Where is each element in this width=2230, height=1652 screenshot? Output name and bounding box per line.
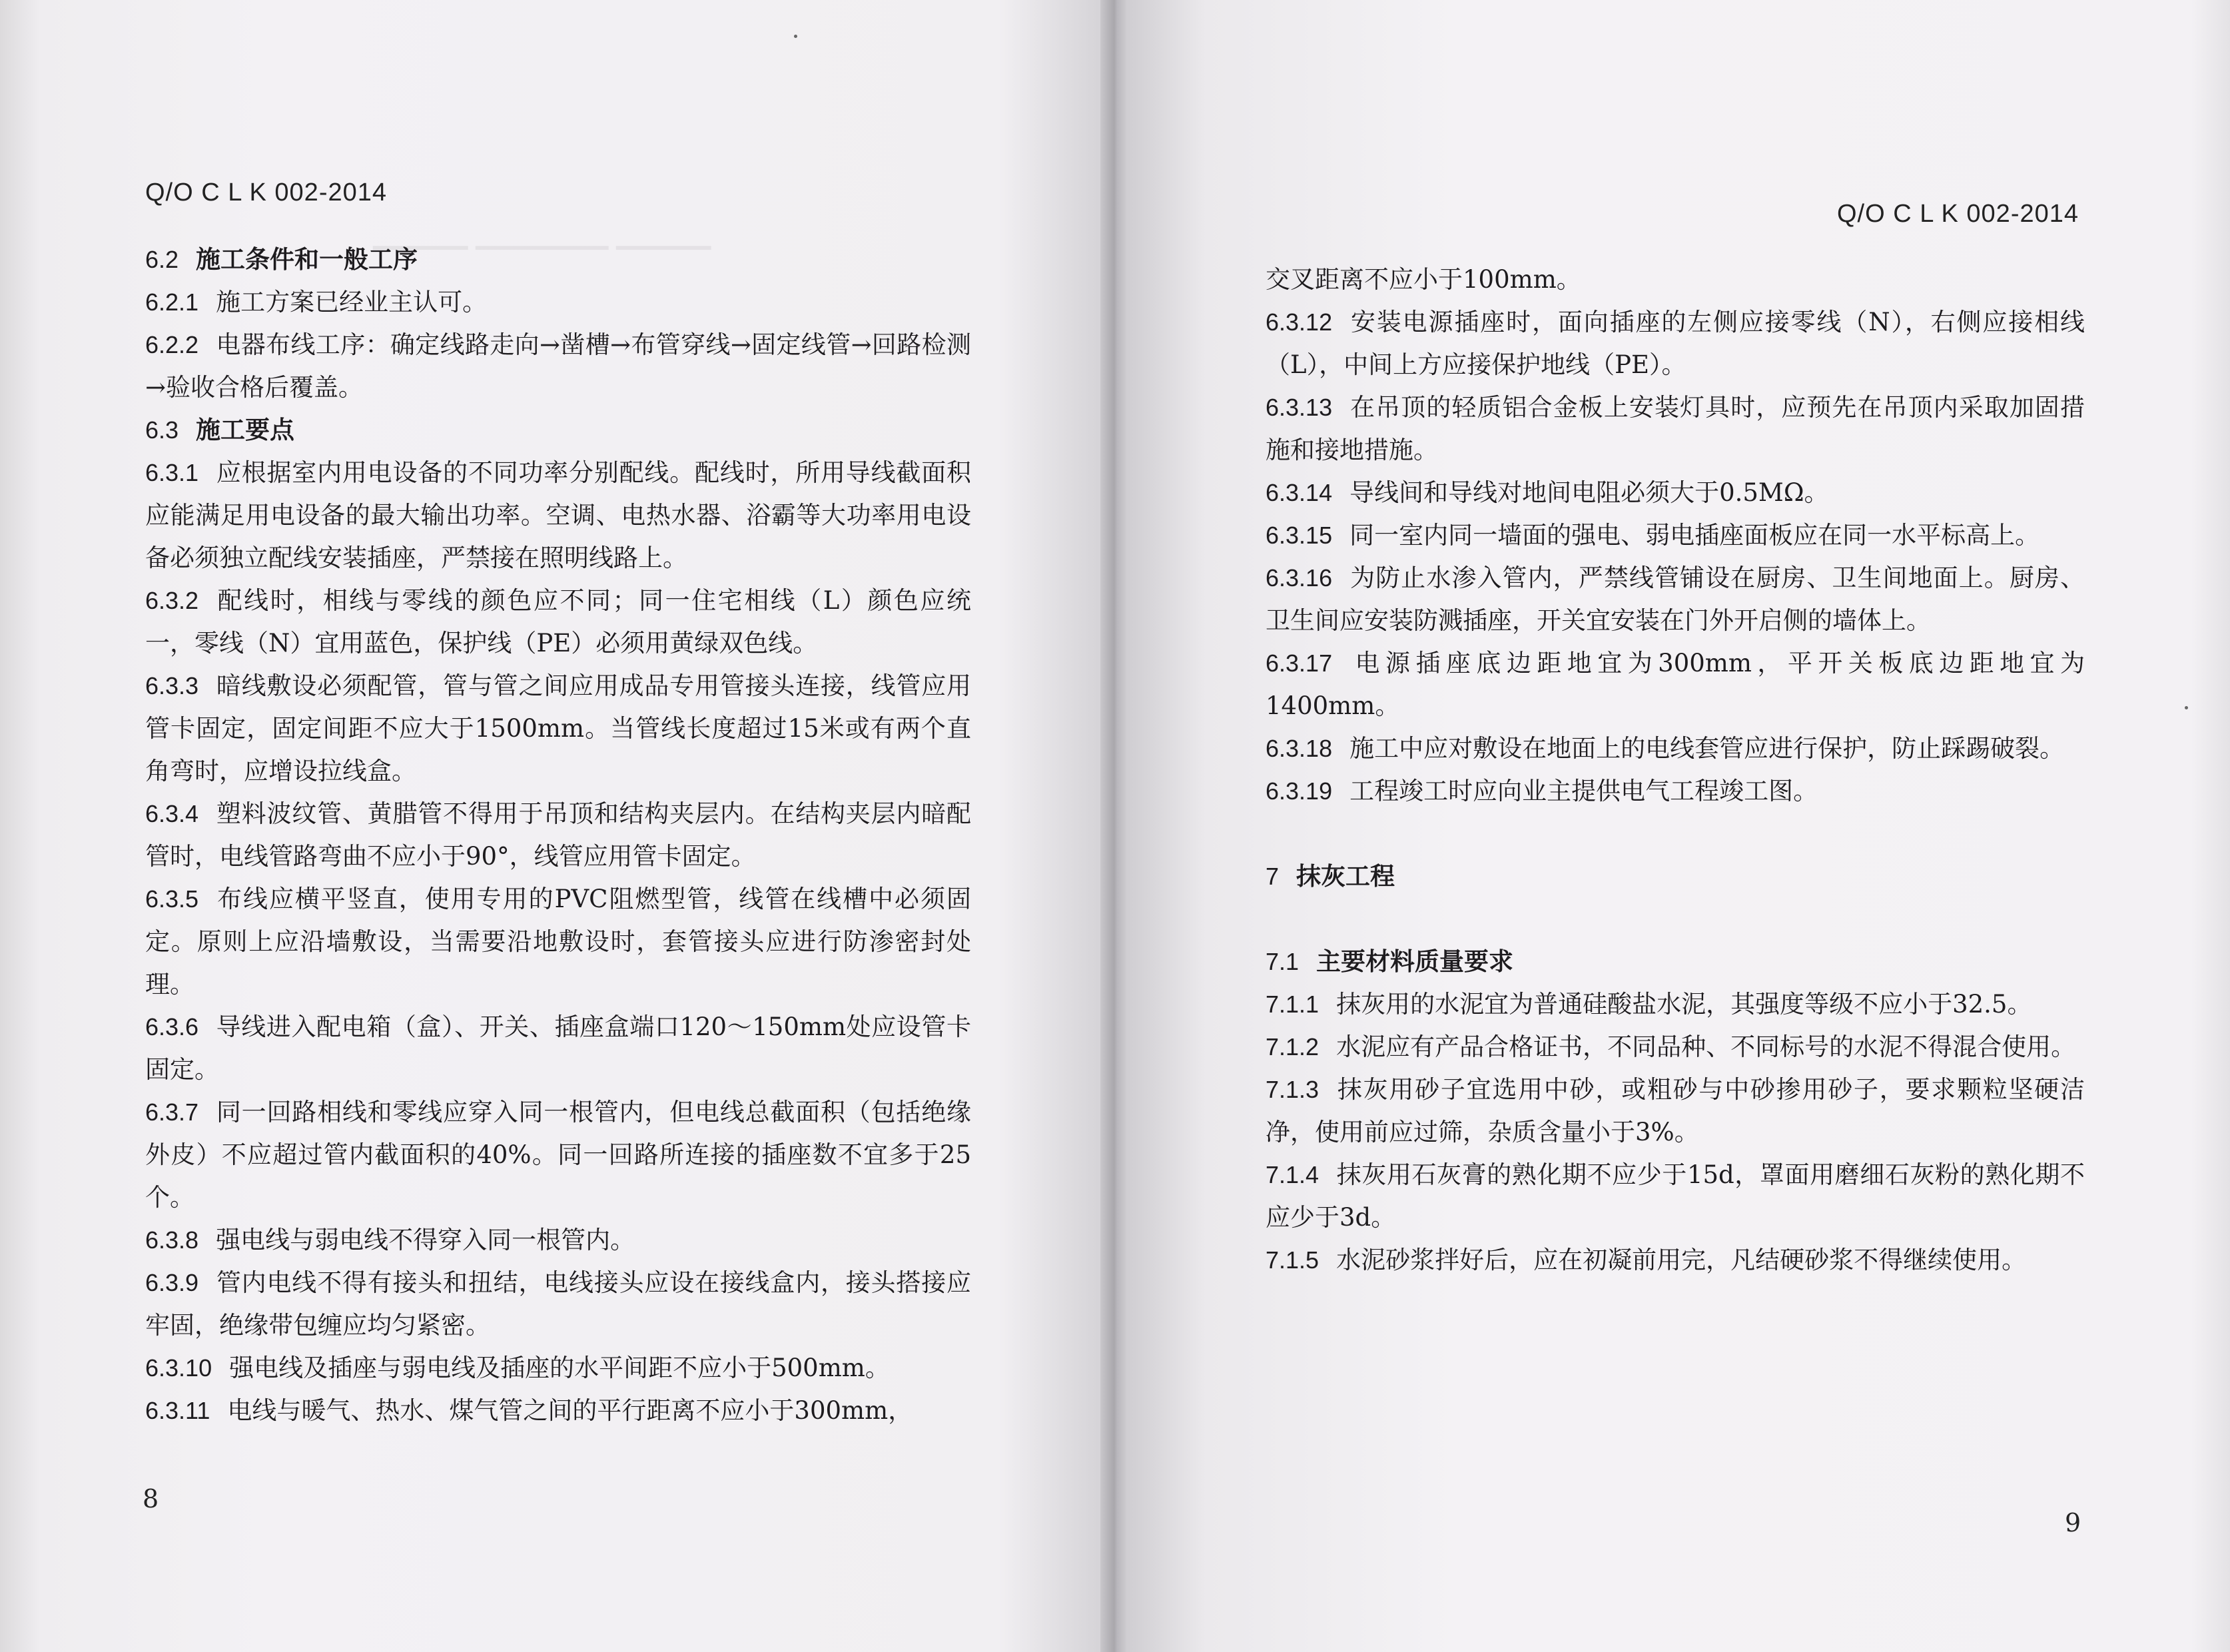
right-page-header: Q/O C L K 002-2014 <box>1837 200 2079 228</box>
clause-6-3-7: 6.3.7 同一回路相线和零线应穿入同一根管内，但电线总截面积（包括绝缘外皮）不应超过管内截面积的40%。同一回路所连接的插座数不宜多于25个。 <box>145 1098 971 1212</box>
clause-6-3-8: 6.3.8 强电线与弱电线不得穿入同一根管内。 <box>145 1226 635 1254</box>
spacer <box>1266 898 2085 941</box>
left-page-number: 8 <box>143 1484 159 1513</box>
clause-6-3-9: 6.3.9 管内电线不得有接头和扭结，电线接头应设在接线盒内，接头搭接应牢固，绝缘带包缠应均匀紧密。 <box>145 1268 971 1340</box>
clause-6-3-6: 6.3.6 导线进入配电箱（盒）、开关、插座盒端口120～150mm处应设管卡固定。 <box>145 1013 971 1084</box>
section-heading-7-1: 7.1 主要材料质量要求 <box>1266 947 1514 976</box>
clause-6-3-18: 6.3.18 施工中应对敷设在地面上的电线套管应进行保护，防止踩踢破裂。 <box>1266 734 2065 763</box>
clause-6-3-19: 6.3.19 工程竣工时应向业主提供电气工程竣工图。 <box>1266 777 1818 805</box>
clause-6-3-10: 6.3.10 强电线及插座与弱电线及插座的水平间距不应小于500mm。 <box>145 1354 890 1382</box>
right-page <box>1126 0 2230 1652</box>
clause-6-3-15: 6.3.15 同一室内同一墙面的强电、弱电插座面板应在同一水平标高上。 <box>1266 521 2040 550</box>
clause-6-3-14: 6.3.14 导线间和导线对地间电阻必须大于0.5MΩ。 <box>1266 478 1829 507</box>
clause-6-3-13: 6.3.13 在吊顶的轻质铝合金板上安装灯具时，应预先在吊顶内采取加固措施和接地措施。 <box>1266 393 2085 464</box>
clause-6-3-1: 6.3.1 应根据室内用电设备的不同功率分别配线。配线时，所用导线截面积应能满足用电设备的最大输出功率。空调、电热水器、浴霸等大功率用电设备必须独立配线安装插座，严禁接在照明线路上。 <box>145 458 971 572</box>
clause-6-3-4: 6.3.4 塑料波纹管、黄腊管不得用于吊顶和结构夹层内。在结构夹层内暗配管时，电线管路弯曲不应小于90°，线管应用管卡固定。 <box>145 799 971 871</box>
clause-6-3-11: 6.3.11 电线与暖气、热水、煤气管之间的平行距离不应小于300mm， <box>145 1396 913 1425</box>
spacer <box>1266 813 2085 855</box>
section-heading-6-2: 6.2 施工条件和一般工序 <box>145 245 418 274</box>
scan-speck <box>2185 706 2188 709</box>
clause-7-1-3: 7.1.3 抹灰用砂子宜选用中砂，或粗砂与中砂掺用砂子，要求颗粒坚硬洁净，使用前应过筛，杂质含量小于3%。 <box>1266 1075 2085 1146</box>
clause-6-3-11-continued: 交叉距离不应小于100mm。 <box>1266 265 1581 294</box>
clause-6-3-3: 6.3.3 暗线敷设必须配管，管与管之间应用成品专用管接头连接，线管应用管卡固定，固定间距不应大于1500mm。当管线长度超过15米或有两个直角弯时，应增设拉线盒。 <box>145 671 971 785</box>
left-page-body <box>145 238 971 1432</box>
clause-6-2-1: 6.2.1 施工方案已经业主认可。 <box>145 288 488 316</box>
clause-6-3-12: 6.3.12 安装电源插座时，面向插座的左侧应接零线（N），右侧应接相线（L），中间上方应接保护地线（PE）。 <box>1266 308 2085 379</box>
right-page-number: 9 <box>2065 1508 2081 1537</box>
clause-7-1-4: 7.1.4 抹灰用石灰膏的熟化期不应少于15d，罩面用磨细石灰粉的熟化期不应少于3d。 <box>1266 1160 2085 1232</box>
left-page <box>0 0 1106 1652</box>
scan-speck <box>794 35 797 38</box>
clause-6-2-2: 6.2.2 电器布线工序：确定线路走向→凿槽→布管穿线→固定线管→回路检测→验收合格后覆盖。 <box>145 330 971 402</box>
section-heading-6-3: 6.3 施工要点 <box>145 416 295 444</box>
clause-6-3-16: 6.3.16 为防止水渗入管内，严禁线管铺设在厨房、卫生间地面上。厨房、卫生间应安装防溅插座，开关宜安装在门外开启侧的墙体上。 <box>1266 564 2085 635</box>
clause-7-1-5: 7.1.5 水泥砂浆拌好后，应在初凝前用完，凡结硬砂浆不得继续使用。 <box>1266 1246 2027 1274</box>
clause-7-1-2: 7.1.2 水泥应有产品合格证书，不同品种、不同标号的水泥不得混合使用。 <box>1266 1032 2076 1061</box>
chapter-heading-7: 7 抹灰工程 <box>1266 862 1395 891</box>
right-page-body <box>1266 258 2085 1282</box>
clause-7-1-1: 7.1.1 抹灰用的水泥宜为普通硅酸盐水泥，其强度等级不应小于32.5。 <box>1266 990 2032 1019</box>
left-page-header: Q/O C L K 002-2014 <box>145 179 388 206</box>
bleed-through-text: ▔▔▔▔▔ ▔▔▔▔▔▔▔ ▔▔▔▔▔ <box>373 246 711 275</box>
clause-6-3-2: 6.3.2 配线时，相线与零线的颜色应不同；同一住宅相线（L）颜色应统一，零线（N）宜用蓝色，保护线（PE）必须用黄绿双色线。 <box>145 586 971 657</box>
clause-6-3-17: 6.3.17 电源插座底边距地宜为300mm，平开关板底边距地宜为1400mm。 <box>1266 649 2085 720</box>
clause-6-3-5: 6.3.5 布线应横平竖直，使用专用的PVC阻燃型管，线管在线槽中必须固定。原则上应沿墙敷设，当需要沿地敷设时，套管接头应进行防渗密封处理。 <box>145 885 971 999</box>
